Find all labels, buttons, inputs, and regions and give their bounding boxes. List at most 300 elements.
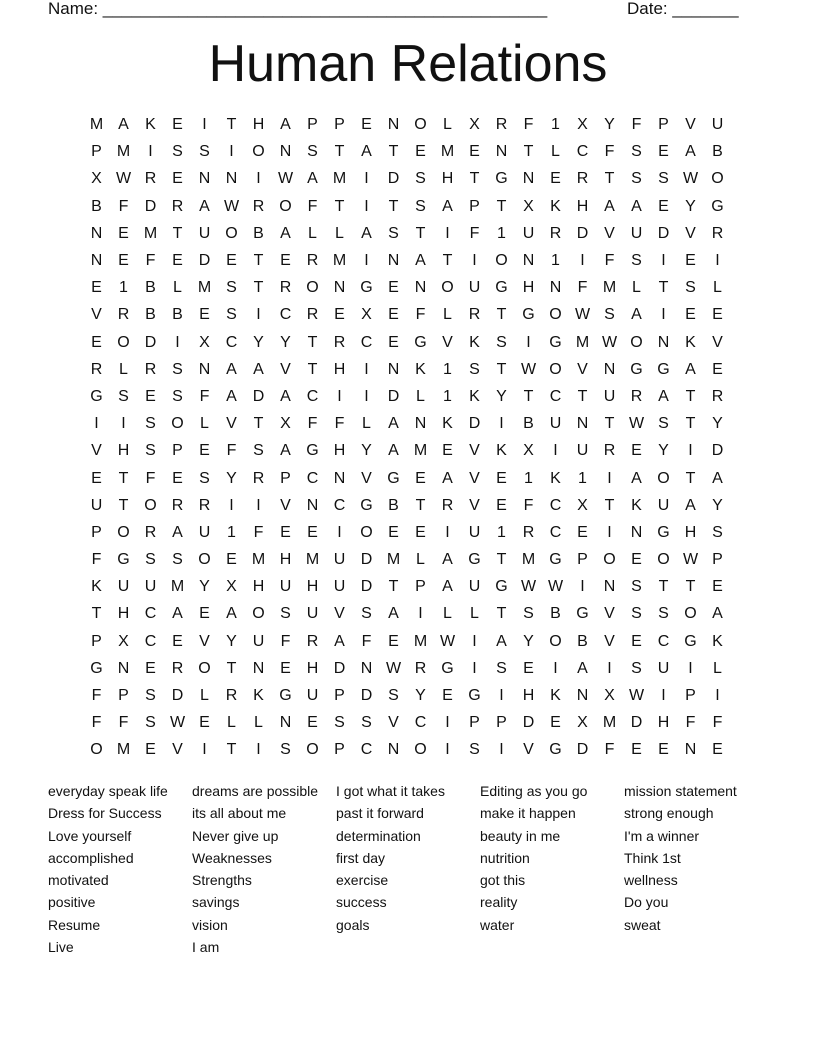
grid-letter: E [496, 469, 507, 487]
grid-letter: O [657, 551, 670, 569]
grid-letter: T [685, 387, 696, 405]
grid-letter: M [386, 551, 401, 569]
grid-letter: R [90, 360, 103, 378]
grid-letter: C [333, 496, 346, 514]
grid-letter: U [711, 116, 724, 134]
grid-letter: A [307, 170, 318, 188]
grid-letter: N [225, 170, 238, 188]
grid-letter: F [604, 741, 615, 759]
grid-letter: F [118, 197, 129, 215]
grid-letter: U [333, 578, 346, 596]
grid-letter: S [388, 224, 399, 242]
grid-letter: T [388, 143, 399, 161]
grid-letter: E [550, 170, 561, 188]
grid-letter: K [469, 387, 480, 405]
grid-letter: B [91, 197, 102, 215]
grid-row [83, 709, 731, 736]
word-bank-item: accomplished [48, 849, 134, 866]
grid-letter: M [602, 279, 617, 297]
grid-letter: I [445, 714, 450, 732]
word-bank-item: everyday speak life [48, 783, 168, 799]
grid-letter: V [469, 496, 480, 514]
grid-letter: L [200, 687, 209, 705]
grid-letter: R [495, 116, 508, 134]
grid-letter: S [226, 279, 237, 297]
grid-letter: G [657, 523, 670, 541]
word-bank-item: got this [480, 872, 526, 889]
grid-letter: A [415, 252, 426, 270]
grid-letter: F [604, 252, 615, 270]
grid-letter: C [576, 143, 589, 161]
grid-letter: S [631, 170, 642, 188]
grid-letter: M [332, 170, 347, 188]
grid-letter: A [253, 360, 264, 378]
grid-letter: F [523, 116, 534, 134]
word-bank-item: I am [192, 939, 220, 956]
grid-letter: A [118, 116, 129, 134]
grid-row [83, 682, 731, 709]
grid-letter: T [496, 551, 507, 569]
grid-letter: N [549, 279, 562, 297]
grid-letter: N [198, 170, 211, 188]
grid-letter: T [226, 116, 237, 134]
grid-letter: D [522, 714, 535, 732]
grid-letter: T [91, 605, 102, 623]
grid-letter: N [414, 279, 427, 297]
grid-letter: V [685, 116, 696, 134]
grid-letter: U [144, 578, 157, 596]
grid-letter: I [256, 170, 261, 188]
grid-letter: A [496, 632, 507, 650]
grid-letter: N [360, 659, 373, 677]
grid-letter: S [523, 605, 534, 623]
grid-letter: E [415, 469, 426, 487]
grid-letter: R [468, 306, 481, 324]
grid-letter: Y [712, 496, 723, 514]
grid-row [83, 111, 731, 138]
grid-letter: G [279, 687, 292, 705]
grid-letter: E [91, 469, 102, 487]
grid-letter: R [306, 632, 319, 650]
grid-letter: R [711, 224, 724, 242]
grid-letter: L [227, 714, 236, 732]
grid-letter: P [307, 116, 318, 134]
grid-letter: B [577, 632, 588, 650]
grid-letter: N [414, 415, 427, 433]
grid-letter: O [225, 224, 238, 242]
grid-row [83, 492, 731, 519]
grid-letter: 1 [497, 523, 506, 541]
grid-letter: E [91, 279, 102, 297]
grid-letter: E [577, 523, 588, 541]
grid-letter: W [682, 551, 699, 569]
grid-letter: E [91, 333, 102, 351]
grid-letter: K [712, 632, 723, 650]
grid-letter: X [523, 442, 534, 460]
grid-letter: G [549, 333, 562, 351]
grid-letter: G [684, 632, 697, 650]
grid-row [83, 437, 731, 464]
word-bank-column [624, 780, 768, 958]
grid-letter: K [685, 333, 696, 351]
grid-letter: L [443, 605, 452, 623]
grid-letter: P [91, 632, 102, 650]
grid-letter: W [223, 197, 240, 215]
grid-letter: T [658, 279, 669, 297]
grid-letter: O [252, 605, 265, 623]
grid-letter: E [388, 523, 399, 541]
grid-letter: S [118, 387, 129, 405]
grid-letter: D [360, 578, 373, 596]
grid-letter: K [253, 687, 264, 705]
grid-letter: V [604, 605, 615, 623]
grid-letter: A [334, 632, 345, 650]
grid-letter: S [172, 360, 183, 378]
grid-letter: O [306, 741, 319, 759]
grid-letter: L [713, 279, 722, 297]
grid-letter: I [607, 659, 612, 677]
grid-letter: A [280, 224, 291, 242]
grid-letter: E [199, 714, 210, 732]
grid-letter: O [306, 279, 319, 297]
grid-letter: M [116, 741, 131, 759]
grid-letter: R [171, 197, 184, 215]
grid-letter: O [171, 415, 184, 433]
grid-letter: T [388, 197, 399, 215]
grid-letter: E [712, 360, 723, 378]
word-bank-item: vision [192, 916, 228, 933]
grid-letter: T [307, 333, 318, 351]
grid-letter: G [549, 551, 562, 569]
grid-letter: I [661, 687, 666, 705]
grid-row [83, 600, 731, 627]
word-bank-item: make it happen [480, 805, 576, 822]
grid-letter: F [145, 469, 156, 487]
grid-letter: V [712, 333, 723, 351]
grid-letter: F [712, 714, 723, 732]
grid-letter: I [337, 523, 342, 541]
grid-letter: A [442, 469, 453, 487]
grid-letter: P [415, 578, 426, 596]
grid-letter: N [333, 469, 346, 487]
grid-letter: F [685, 714, 696, 732]
grid-letter: E [172, 252, 183, 270]
grid-letter: D [468, 415, 481, 433]
grid-letter: G [495, 279, 508, 297]
grid-letter: I [472, 632, 477, 650]
grid-letter: E [172, 170, 183, 188]
grid-letter: K [496, 442, 507, 460]
grid-letter: D [387, 170, 400, 188]
grid-letter: O [549, 306, 562, 324]
grid-letter: T [226, 659, 237, 677]
grid-row [83, 301, 731, 328]
grid-letter: M [413, 632, 428, 650]
grid-letter: T [685, 415, 696, 433]
grid-letter: A [226, 605, 237, 623]
grid-letter: O [198, 659, 211, 677]
grid-letter: P [91, 143, 102, 161]
grid-letter: V [388, 714, 399, 732]
grid-letter: T [577, 387, 588, 405]
grid-letter: N [630, 523, 643, 541]
word-bank-item: Love yourself [48, 827, 132, 844]
grid-letter: I [148, 143, 153, 161]
grid-letter: H [252, 578, 265, 596]
grid-letter: V [604, 224, 615, 242]
grid-letter: S [226, 306, 237, 324]
grid-letter: X [469, 116, 480, 134]
grid-letter: W [385, 659, 402, 677]
grid-letter: I [418, 605, 423, 623]
grid-row [83, 736, 731, 763]
grid-letter: M [332, 252, 347, 270]
grid-letter: R [144, 523, 157, 541]
grid-letter: O [495, 252, 508, 270]
grid-letter: G [414, 333, 427, 351]
grid-letter: Y [226, 469, 237, 487]
grid-letter: L [254, 714, 263, 732]
word-bank-item: reality [480, 894, 518, 911]
grid-letter: U [522, 224, 535, 242]
grid-letter: E [631, 741, 642, 759]
grid-letter: A [658, 387, 669, 405]
grid-letter: N [684, 741, 697, 759]
grid-letter: G [441, 659, 454, 677]
grid-letter: U [306, 687, 319, 705]
grid-letter: C [306, 469, 319, 487]
word-bank-item: first day [336, 849, 386, 866]
grid-letter: K [550, 469, 561, 487]
grid-letter: S [469, 741, 480, 759]
grid-letter: R [711, 387, 724, 405]
grid-letter: U [630, 224, 643, 242]
grid-letter: A [388, 605, 399, 623]
grid-letter: I [256, 306, 261, 324]
grid-letter: E [415, 143, 426, 161]
grid-letter: C [360, 741, 373, 759]
grid-letter: 1 [443, 387, 452, 405]
grid-letter: E [712, 741, 723, 759]
grid-letter: E [280, 659, 291, 677]
grid-letter: G [387, 469, 400, 487]
grid-letter: F [334, 415, 345, 433]
grid-letter: T [307, 360, 318, 378]
grid-letter: A [172, 605, 183, 623]
grid-letter: Y [523, 632, 534, 650]
grid-letter: G [495, 170, 508, 188]
word-bank-item: positive [48, 894, 96, 911]
grid-letter: K [550, 687, 561, 705]
grid-letter: M [521, 551, 536, 569]
grid-letter: T [334, 143, 345, 161]
grid-letter: H [522, 687, 535, 705]
grid-letter: E [631, 551, 642, 569]
grid-row [83, 356, 731, 383]
word-bank-column [336, 780, 480, 958]
grid-letter: O [279, 197, 292, 215]
grid-letter: O [630, 333, 643, 351]
word-bank-item: Live [48, 939, 74, 956]
word-bank-item: motivated [48, 872, 109, 889]
grid-letter: E [388, 632, 399, 650]
word-bank-item: Resume [48, 916, 101, 933]
grid-letter: V [442, 333, 453, 351]
grid-letter: E [307, 523, 318, 541]
grid-letter: I [715, 252, 720, 270]
word-bank-item: goals [336, 916, 370, 933]
grid-letter: Y [604, 116, 615, 134]
grid-row [83, 655, 731, 682]
grid-letter: C [144, 605, 157, 623]
grid-letter: C [414, 714, 427, 732]
grid-letter: S [145, 415, 156, 433]
grid-letter: T [496, 360, 507, 378]
grid-letter: O [90, 741, 103, 759]
grid-letter: G [576, 605, 589, 623]
grid-letter: S [199, 143, 210, 161]
grid-letter: I [364, 387, 369, 405]
grid-row [83, 138, 731, 165]
grid-letter: C [549, 387, 562, 405]
grid-letter: D [360, 551, 373, 569]
grid-letter: S [307, 143, 318, 161]
grid-letter: E [199, 442, 210, 460]
grid-letter: L [416, 551, 425, 569]
grid-letter: X [91, 170, 102, 188]
grid-letter: S [631, 143, 642, 161]
grid-letter: M [143, 224, 158, 242]
word-bank-item: Never give up [192, 827, 279, 844]
grid-letter: P [334, 116, 345, 134]
grid-letter: T [415, 224, 426, 242]
grid-letter: E [388, 306, 399, 324]
grid-letter: P [496, 714, 507, 732]
grid-letter: I [121, 415, 126, 433]
word-bank-column [192, 780, 336, 958]
grid-letter: D [711, 442, 724, 460]
grid-letter: P [685, 687, 696, 705]
grid-row [83, 193, 731, 220]
grid-letter: E [118, 224, 129, 242]
grid-letter: P [172, 442, 183, 460]
grid-letter: S [199, 469, 210, 487]
grid-letter: B [145, 306, 156, 324]
grid-row [83, 546, 731, 573]
grid-letter: Y [253, 333, 264, 351]
grid-letter: S [496, 659, 507, 677]
grid-letter: F [604, 143, 615, 161]
grid-letter: W [277, 170, 294, 188]
grid-letter: I [364, 252, 369, 270]
grid-letter: R [144, 170, 157, 188]
grid-letter: S [145, 442, 156, 460]
grid-letter: Y [496, 387, 507, 405]
grid-letter: A [280, 442, 291, 460]
grid-letter: Y [685, 197, 696, 215]
grid-letter: F [631, 116, 642, 134]
grid-letter: E [199, 605, 210, 623]
grid-letter: I [202, 116, 207, 134]
grid-letter: K [631, 496, 642, 514]
grid-letter: D [576, 741, 589, 759]
grid-letter: F [145, 252, 156, 270]
word-bank [48, 780, 768, 958]
grid-letter: E [631, 442, 642, 460]
grid-letter: F [415, 306, 426, 324]
grid-letter: T [253, 415, 264, 433]
grid-letter: L [200, 415, 209, 433]
word-bank-item: strong enough [624, 805, 714, 822]
grid-letter: E [145, 741, 156, 759]
grid-letter: T [226, 741, 237, 759]
grid-letter: P [118, 687, 129, 705]
grid-letter: X [577, 714, 588, 732]
grid-letter: D [144, 333, 157, 351]
grid-row [83, 410, 731, 437]
grid-letter: V [334, 605, 345, 623]
grid-letter: N [90, 224, 103, 242]
word-bank-item: Editing as you go [480, 783, 588, 799]
grid-letter: A [442, 197, 453, 215]
grid-letter: H [441, 170, 454, 188]
grid-letter: I [607, 469, 612, 487]
grid-letter: R [279, 279, 292, 297]
grid-letter: L [119, 360, 128, 378]
grid-letter: S [631, 252, 642, 270]
grid-letter: R [414, 659, 427, 677]
grid-letter: X [226, 578, 237, 596]
grid-letter: P [91, 523, 102, 541]
grid-letter: H [306, 659, 319, 677]
grid-letter: E [685, 306, 696, 324]
grid-letter: F [226, 442, 237, 460]
grid-letter: M [575, 333, 590, 351]
grid-letter: E [226, 252, 237, 270]
grid-letter: F [199, 387, 210, 405]
grid-letter: D [360, 687, 373, 705]
grid-letter: H [117, 605, 130, 623]
grid-letter: T [334, 197, 345, 215]
grid-letter: I [661, 306, 666, 324]
grid-letter: V [469, 469, 480, 487]
word-bank-item: I'm a winner [624, 827, 700, 844]
grid-letter: N [279, 714, 292, 732]
grid-letter: E [442, 687, 453, 705]
word-bank-column [48, 780, 192, 958]
grid-letter: B [523, 415, 534, 433]
grid-letter: D [387, 387, 400, 405]
grid-letter: N [603, 360, 616, 378]
grid-letter: T [523, 387, 534, 405]
word-bank-column [480, 780, 624, 958]
grid-letter: O [117, 333, 130, 351]
grid-letter: G [495, 578, 508, 596]
grid-letter: N [603, 578, 616, 596]
grid-letter: I [472, 252, 477, 270]
grid-letter: M [170, 578, 185, 596]
grid-letter: P [658, 116, 669, 134]
grid-letter: R [306, 252, 319, 270]
grid-letter: I [688, 659, 693, 677]
grid-letter: V [280, 496, 291, 514]
grid-letter: S [604, 306, 615, 324]
grid-letter: E [388, 333, 399, 351]
grid-letter: T [442, 252, 453, 270]
grid-letter: V [604, 632, 615, 650]
grid-letter: I [94, 415, 99, 433]
grid-letter: T [496, 306, 507, 324]
